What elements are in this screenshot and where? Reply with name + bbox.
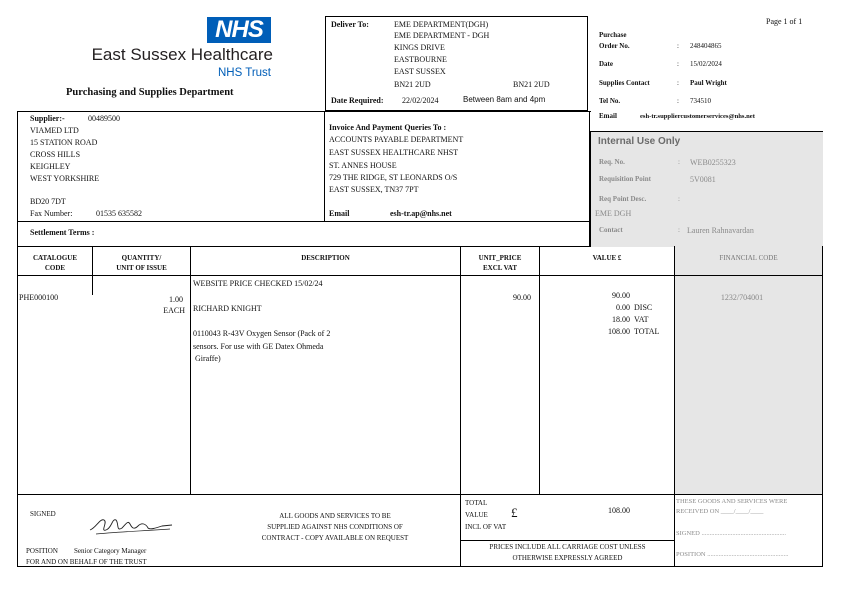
prices-note: OTHERWISE EXPRESSLY AGREED bbox=[512, 554, 623, 562]
received-text: THESE GOODS AND SERVICES WERE bbox=[676, 498, 788, 505]
quantity: 1.00 bbox=[169, 295, 183, 304]
fax-number: 01535 635582 bbox=[96, 209, 142, 218]
internal-use-title: Internal Use Only bbox=[598, 136, 681, 147]
invoice-label: Invoice And Payment Queries To : bbox=[329, 123, 447, 132]
discount-label: DISC bbox=[634, 303, 653, 312]
supplier-code: 00489500 bbox=[88, 114, 120, 123]
financial-code: 1232/704001 bbox=[720, 293, 764, 302]
supplies-contact-label: Supplies Contact bbox=[599, 79, 650, 87]
received-position: POSITION .................................................. bbox=[676, 551, 789, 558]
tel-number: 734510 bbox=[690, 97, 711, 105]
req-no-label: Req. No. bbox=[599, 158, 625, 166]
contact-name: Lauren Rahnavardan bbox=[687, 226, 754, 235]
purchase-label: Purchase bbox=[599, 31, 627, 39]
req-point-desc-label: Req Point Desc. bbox=[599, 195, 647, 203]
invoice-line: ACCOUNTS PAYABLE DEPARTMENT bbox=[329, 135, 464, 144]
col-header-description: DESCRIPTION bbox=[301, 254, 350, 262]
conditions-text: SUPPLIED AGAINST NHS CONDITIONS OF bbox=[267, 523, 403, 531]
nhs-badge: NHS bbox=[207, 17, 271, 43]
deliver-line: EAST SUSSEX bbox=[394, 67, 446, 76]
pound-sign: £ bbox=[511, 505, 518, 520]
deliver-line: EME DEPARTMENT - DGH bbox=[394, 31, 490, 40]
invoice-email: esh-tr.ap@nhs.net bbox=[390, 209, 452, 218]
org-name: East Sussex Healthcare bbox=[91, 45, 273, 64]
conditions-text: CONTRACT - COPY AVAILABLE ON REQUEST bbox=[261, 534, 409, 542]
supplier-line: CROSS HILLS bbox=[30, 150, 81, 159]
discount-amount: 0.00 bbox=[616, 303, 630, 312]
invoice-line: EAST SUSSEX, TN37 7PT bbox=[329, 185, 419, 194]
order-no: 248404865 bbox=[690, 42, 722, 50]
req-no: WEB0255323 bbox=[690, 158, 736, 167]
page-number: Page 1 of 1 bbox=[766, 17, 803, 26]
colon: : bbox=[677, 97, 679, 105]
col-header-excl-vat: EXCL VAT bbox=[482, 264, 518, 272]
grand-total: 108.00 bbox=[608, 506, 630, 515]
description-line: RICHARD KNIGHT bbox=[193, 304, 262, 313]
received-date: RECEIVED ON ____/____/____ bbox=[676, 508, 764, 515]
position-label: POSITION bbox=[26, 547, 58, 555]
col-header-quantity: QUANTITY/ bbox=[121, 254, 162, 262]
deliver-postcode: BN21 2UD bbox=[513, 80, 550, 89]
colon: : bbox=[678, 195, 680, 203]
supplier-label: Supplier:- bbox=[30, 114, 65, 123]
invoice-line: 729 THE RIDGE, ST LEONARDS O/S bbox=[329, 173, 458, 182]
line-value: 90.00 bbox=[612, 291, 630, 300]
supplier-line: KEIGHLEY bbox=[30, 162, 71, 171]
total-amount: 108.00 bbox=[608, 327, 630, 336]
colon: : bbox=[677, 79, 679, 87]
tel-label: Tel No. bbox=[599, 97, 621, 105]
po-email: esh-tr.suppliercustomerservices@nhs.net bbox=[640, 113, 755, 120]
contact-label: Contact bbox=[599, 226, 623, 234]
req-point: 5V0081 bbox=[690, 175, 716, 184]
col-header-value: VALUE £ bbox=[592, 254, 622, 262]
supplier-line: WEST YORKSHIRE bbox=[30, 174, 100, 183]
trust-name: NHS Trust bbox=[217, 67, 271, 79]
colon: : bbox=[677, 60, 679, 68]
description-line: WEBSITE PRICE CHECKED 15/02/24 bbox=[193, 279, 323, 288]
prices-note: PRICES INCLUDE ALL CARRIAGE COST UNLESS bbox=[489, 543, 646, 551]
description-line: 0110043 R-43V Oxygen Sensor (Pack of 2 bbox=[193, 329, 331, 338]
order-no-label: Order No. bbox=[599, 42, 630, 50]
catalogue-code: PHE000100 bbox=[19, 293, 59, 302]
vat-label: VAT bbox=[634, 315, 649, 324]
deliver-to-label: Deliver To: bbox=[331, 20, 369, 29]
vat-amount: 18.00 bbox=[612, 315, 630, 324]
col-header-catalogue: CODE bbox=[44, 264, 66, 272]
email-label: Email bbox=[599, 112, 617, 120]
po-date: 15/02/2024 bbox=[690, 60, 722, 68]
col-header-financial-code: FINANCIAL CODE bbox=[719, 254, 778, 262]
signature-image bbox=[86, 510, 176, 538]
supplier-postcode: BD20 7DT bbox=[30, 197, 66, 206]
nhs-logo bbox=[78, 17, 273, 85]
colon: : bbox=[678, 158, 680, 166]
total-value-label: TOTAL bbox=[465, 499, 488, 507]
on-behalf-text: FOR AND ON BEHALF OF THE TRUST bbox=[26, 558, 147, 566]
deliver-line: KINGS DRIVE bbox=[394, 43, 445, 52]
supplies-contact: Paul Wright bbox=[690, 79, 727, 87]
conditions-text: ALL GOODS AND SERVICES TO BE bbox=[279, 512, 391, 520]
deliver-line: EASTBOURNE bbox=[394, 55, 447, 64]
supplier-line: 15 STATION ROAD bbox=[30, 138, 98, 147]
req-point-label: Requisition Point bbox=[599, 175, 651, 183]
total-value-label: INCL OF VAT bbox=[465, 523, 507, 531]
received-signed: SIGNED .................................................... bbox=[676, 530, 786, 537]
position-value: Senior Category Manager bbox=[74, 547, 147, 555]
po-date-label: Date bbox=[599, 60, 613, 68]
req-point-desc: EME DGH bbox=[595, 209, 632, 218]
total-value-label: VALUE bbox=[465, 511, 488, 519]
financial-code-column bbox=[674, 247, 823, 495]
colon: : bbox=[678, 226, 680, 234]
signed-label: SIGNED bbox=[30, 510, 56, 518]
description-line: Giraffe) bbox=[195, 354, 221, 363]
description-line: sensors. For use with GE Datex Ohmeda bbox=[193, 342, 324, 351]
col-header-unit-price: UNIT_PRICE bbox=[478, 254, 522, 262]
invoice-email-label: Email bbox=[329, 209, 350, 218]
total-label: TOTAL bbox=[634, 327, 660, 336]
col-header-unit: UNIT OF ISSUE bbox=[116, 264, 167, 272]
col-header-catalogue: CATALOGUE bbox=[32, 254, 78, 262]
unit-of-issue: EACH bbox=[163, 306, 185, 315]
colon: : bbox=[677, 42, 679, 50]
settlement-terms: Settlement Terms : bbox=[30, 228, 95, 237]
department-title: Purchasing and Supplies Department bbox=[66, 87, 234, 98]
deliver-line: EME DEPARTMENT(DGH) bbox=[394, 20, 489, 29]
fax-label: Fax Number: bbox=[30, 209, 73, 218]
delivery-time-window: Between 8am and 4pm bbox=[463, 95, 546, 104]
unit-price: 90.00 bbox=[513, 293, 531, 302]
supplier-line: VIAMED LTD bbox=[30, 126, 79, 135]
date-required-label: Date Required: bbox=[331, 96, 384, 105]
date-required: 22/02/2024 bbox=[402, 96, 439, 105]
invoice-line: EAST SUSSEX HEALTHCARE NHST bbox=[329, 148, 459, 157]
deliver-line: BN21 2UD bbox=[394, 80, 431, 89]
invoice-line: ST. ANNES HOUSE bbox=[329, 161, 397, 170]
